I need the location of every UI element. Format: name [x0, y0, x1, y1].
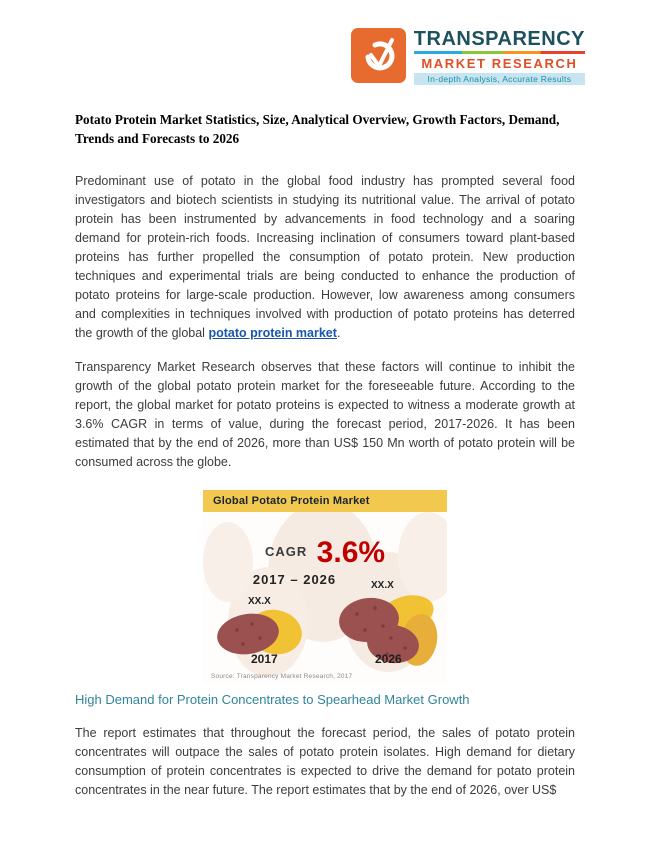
cagr-label: CAGR — [264, 544, 308, 559]
logo-company-name: TRANSPARENCY — [413, 28, 585, 50]
section-heading: High Demand for Protein Concentrates to Spearhead Market Growth — [75, 692, 470, 707]
year-2026-label: 2026 — [375, 652, 402, 666]
paragraph-2: Transparency Market Research observes that these factors will continue to inhibit the growth of the global potato protein market for the foreseeable future. According to the report, the global market for potato proteins is expected to witness a moderate growth at 3.6% CAGR in terms of value, during the forecast period, 2017-2026. It has been estimated that by the end of 2026, more than US$ 150 Mn worth of potato protein will be consumed across the globe. — [75, 360, 575, 469]
tmr-checkmark-icon — [351, 28, 406, 83]
logo-divider-bar — [414, 51, 585, 54]
paragraph-1 — [75, 172, 575, 343]
forecast-period: 2017 – 2026 — [252, 572, 337, 587]
market-infographic — [203, 490, 447, 683]
article-title: Potato Protein Market Statistics, Size, Analytical Overview, Growth Factors, Demand, Trends and Forecasts to 2026 — [75, 112, 560, 146]
cagr-block — [203, 536, 447, 570]
page-header — [75, 28, 585, 90]
year-2017-label: 2017 — [251, 652, 278, 666]
paragraph-1-text: Predominant use of potato in the global food industry has prompted several food investigators and biotech scientists in studying its nutritional value. The arrival of potato protein has been instrumented by advancements in food technology and a soaring demand for protein-rich foods. Increasing inclination of consumers toward plant-based proteins has further propelled the consumption of potato protein. New production techniques and experimental trials are being conducted to enhance the production of potato proteins for large-scale production. However, low awareness among consumers and complexities in techniques involved with production of potato proteins has deterred the growth of the global — [75, 174, 575, 340]
infographic-body — [203, 512, 447, 683]
left-data-value: XX.X — [248, 596, 271, 607]
infographic-source: Source: Transparency Market Research, 2017 — [211, 673, 353, 680]
cagr-value: 3.6% — [316, 536, 386, 569]
infographic-title-bar: Global Potato Protein Market — [203, 490, 447, 512]
potato-protein-market-link[interactable]: potato protein market — [208, 326, 337, 340]
logo-company-subname: MARKET RESEARCH — [421, 56, 578, 71]
logo-tagline: In-depth Analysis, Accurate Results — [414, 73, 585, 85]
potatoes-2017-illustration — [215, 606, 303, 658]
paragraph-3: The report estimates that throughout the forecast period, the sales of potato protein concentrates will outpace the sales of potato protein isolates. High demand for dietary consumption of protein concentrates is expected to drive the demand for potato protein concentrates in the near future. The report estimates that by the end of 2026, over US$ — [75, 726, 575, 797]
tmr-logo — [351, 28, 585, 90]
right-data-value: XX.X — [371, 580, 394, 591]
paragraph-1-period: . — [336, 326, 341, 340]
tmr-logo-text — [414, 28, 585, 85]
